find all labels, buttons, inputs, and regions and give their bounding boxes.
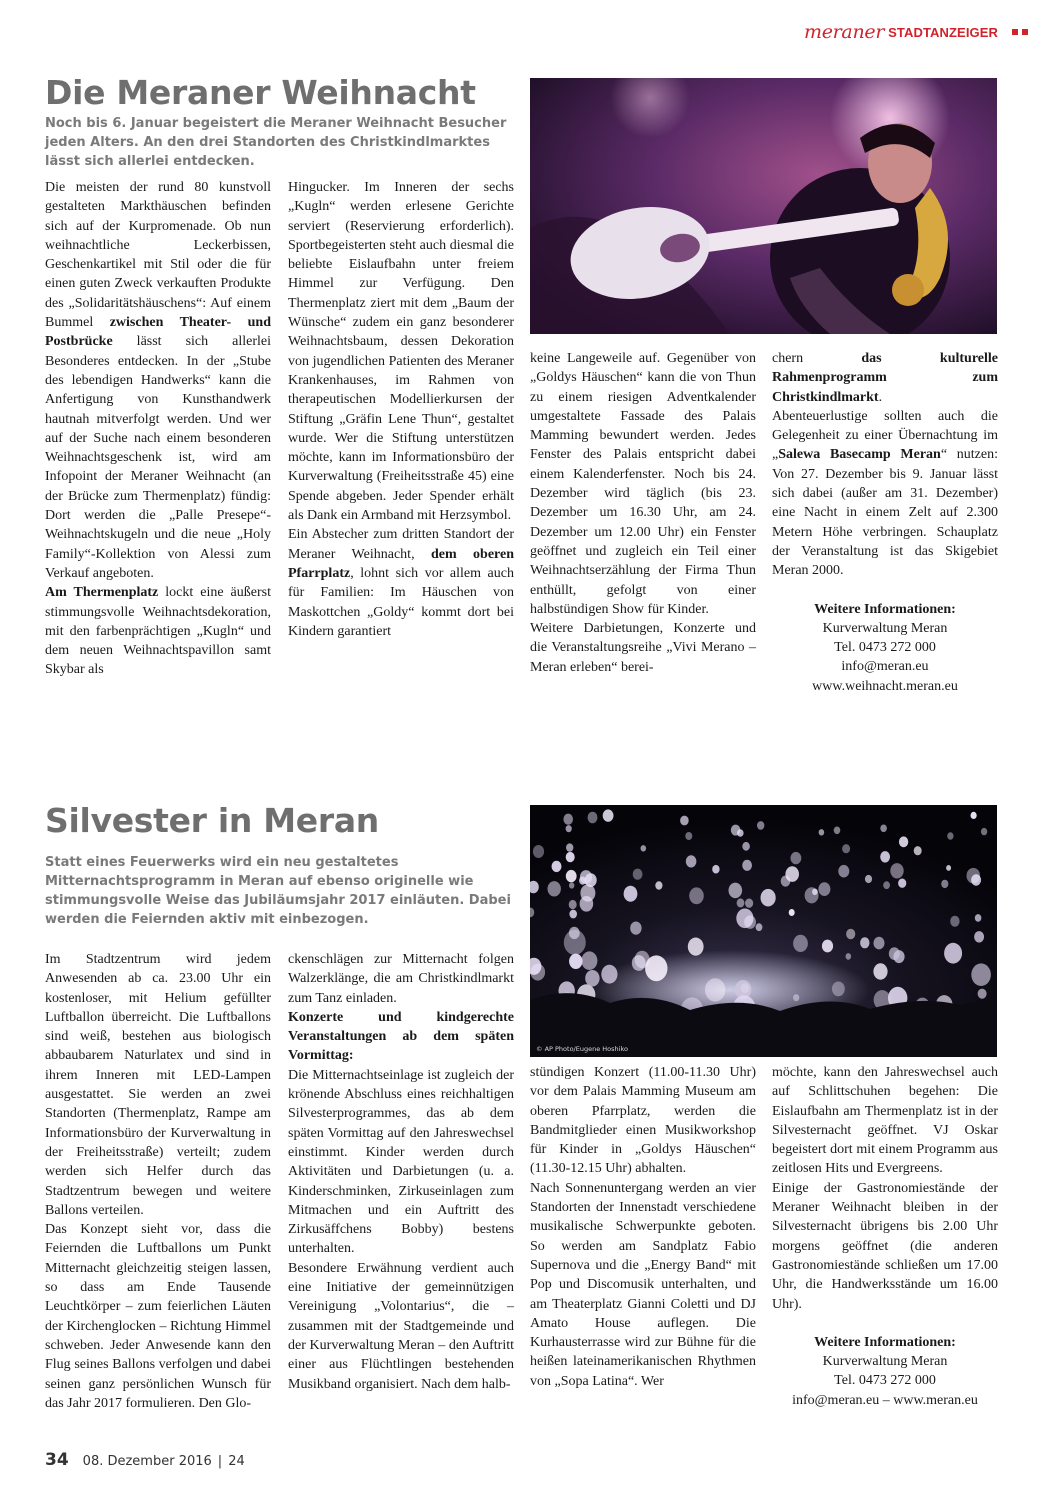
balloon [967,868,981,884]
text-run: “ nutzen: Von 27. Dezember bis 9. Januar lässt sich dabei (außer am 31. Dezember) eine Nacht in einem Zelt auf 2.300 Metern Höhe verbringen. Schauplatz der Veranstaltung ist das Skigebiet Meran 2000. [772,447,999,579]
masthead-logo: meraner [803,21,885,43]
balloon [791,852,802,864]
balloon [729,883,743,899]
balloon [601,965,617,984]
article1-paragraph [288,525,514,641]
article1-paragraph [772,349,998,407]
text-run: lockt eine äußerst stimmungsvolle Weihnachtsdekoration, mit den farbenprächtigen „Kugln“ und dem neuen Weihnachtspavillon samt Skybar als [45,585,271,678]
balloon [838,865,849,878]
photo-credit: © AP Photo/Eugene Hoshiko [536,1045,628,1053]
balloon [566,843,573,851]
article1-title: Die Meraner Weihnacht [45,73,476,112]
article2-column-2 [288,950,514,1394]
balloon [981,828,987,835]
balloon [822,940,833,953]
article2-paragraph: Einige der Gastronomiestände der Meraner Weihnacht bleiben in der Silvesternacht übrigens bis 2.00 Uhr morgens geöffnet (die anderen Gastronomiestände schließen um 17.00 Uhr, die Handwerksstände um 16.00 Uhr). [772,1180,998,1312]
text-run: , lohnt sich vor allem auch für Familien: Im Häuschen von Maskottchen „Goldy“ kommt dort bei Kindern garantiert [288,565,514,639]
balloon [680,816,689,826]
article2-paragraph: ckenschlägen zur Mitternacht folgen Walzerklänge, die am Christkindlmarkt zum Tanz einladen. [288,952,514,1006]
balloon [686,855,697,867]
balloon [588,812,598,824]
masthead-square-icon [1022,29,1028,35]
balloon [566,852,575,862]
info-email: info@meran.eu [841,659,929,675]
balloon [756,923,763,931]
balloon [531,964,546,981]
balloon [585,970,599,987]
text-emphasis: das kulturelle Rahmenprogramm zum Christkindlmarkt [772,351,998,405]
balloon [889,947,900,960]
balloon [731,825,741,836]
issue-date: 08. Dezember 2016 [82,1454,212,1469]
balloon [946,865,951,871]
balloon [548,881,561,896]
balloon [564,930,586,955]
balloon [742,842,750,851]
balloon [603,809,614,821]
article2-column-1 [45,950,271,1413]
article1-column-4 [772,349,998,696]
text-run: Abenteuerlustige sollten auch die Gelegenheit zu einer Übernachtung im „ [772,408,998,463]
balloon [624,886,638,902]
balloon [978,989,987,999]
balloon [793,935,808,952]
balloon [580,870,592,884]
balloon [846,929,855,940]
article1-paragraph: keine Langeweile auf. Gegenüber von „Goldys Häuschen“ kann die von Thun zu einem riesigen Adventkalender umgestaltete Fassade des Palais Mamming bewundert werden. Jedes Fenster des Palais entspricht dabei einem Kalenderfenster. Noch bis 24. Dezember wird täglich (bis 23. Dezember um 16.30 Uhr, am 24. Dezember um 12.00 Uhr) ein Fenster geöffnet und zugleich ein Teil einer Weihnachtserzählung der Firma Thun enthüllt, gefolgt von einer halbstündigen Show für Kinder. [530,351,756,617]
article2-lead: Statt eines Feuerwerks wird ein neu gestaltetes Mitternachtsprogramm in Meran auf ebenso originelle wie stimmungsvolle Weise das Jubiläumsjahr 2017 einläuten. Dabei werden die Feiernden aktiv mit einbezogen. [45,855,511,927]
info-organization: Kurverwaltung Meran [822,1354,948,1370]
balloon [914,846,922,855]
balloon [974,931,984,942]
info-heading: Weitere Informationen: [814,1334,956,1350]
balloon [689,887,704,904]
text-emphasis: Am Thermenplatz [45,585,159,601]
article2-subheading [288,1008,514,1066]
article2-paragraph: Im Stadtzentrum wird jedem Anwesenden ab ca. 23.00 Uhr ein kostenloser, mit Helium gefüllter Luftballon überreicht. Die Luftballons sind weiß, bestehen aus biologisch abbaubarem Naturlatex und sind in ihrem Inneren mit LED-Lampen ausgestattet. Sie werden an zwei Standorten (Thermenplatz, Rampe am Informationsbüro der Kurverwaltung in der Freiheitsstraße) verteilt; zudem werden sich Helfer durch das Stadtzentrum bewegen und weitere Ballons verteilen. [45,952,271,1218]
info-phone: Tel. 0473 272 000 [834,1373,936,1389]
concert-photo [530,78,997,334]
balloon [818,882,830,896]
balloon [880,851,890,862]
masthead-square-icon [1012,29,1018,35]
balloon [860,937,869,948]
balloon [569,900,577,909]
balloon [793,994,799,1001]
balloon [971,812,977,819]
balloon [898,879,906,888]
balloon [552,861,562,872]
balloon [744,915,756,928]
article1-lead: Noch bis 6. Januar begeistert die Meraner Weihnacht Besucher jeden Alters. An den drei Standorten des Christkindlmarktes lässt sich allerlei entdecken. [45,116,507,169]
balloon [761,889,776,907]
balloon [655,881,662,889]
balloon [566,825,572,832]
article1-column-1 [45,178,271,680]
masthead-squares [1012,29,1028,35]
article2-column-3 [530,1063,756,1391]
balloon [685,832,692,840]
text-run: Ein Abstecher zum dritten Standort der Meraner Weihnacht, [288,527,514,562]
balloon [865,875,872,883]
balloon [880,825,887,833]
article2-paragraph: Nach Sonnenuntergang werden an vier Standorten der Innenstadt verschiedene musikalische Schwerpunkte geboten. So werden am Sandplatz Fabio Supernova und die „Energy Band“ mit Pop und Discomusik unterhalten, und am Theaterplatz Gianni Coletti und DJ Amato House auflegen. Die Kurhausterrasse wird zur Bühne für die heißen lateinamerikanischen Rhythmen von „Sopa Latina“. Wer [530,1180,756,1389]
balloon [741,983,750,993]
balloon [712,865,719,874]
balloon [785,866,799,882]
text-emphasis: zwischen Theater- und Postbrücke [45,315,271,350]
article1-info-box [772,600,998,696]
balloon [566,870,577,882]
balloon [950,916,959,927]
balloon [832,982,845,997]
text-emphasis: Salewa Basecamp Meran [778,447,941,463]
issue-number: 24 [228,1454,245,1469]
balloon [812,889,818,895]
article1-paragraph [45,178,271,583]
balloon [819,829,825,835]
page-footer [45,1450,245,1470]
balloon [899,836,908,847]
article1-column-2 [288,178,514,641]
article2-column-4 [772,1063,998,1410]
balloons-photo-graphic [530,805,997,1057]
info-phone: Tel. 0473 272 000 [834,640,936,656]
article2-paragraph: stündigen Konzert (11.00-11.30 Uhr) vor dem Palais Mamming Museum am oberen Pfarrplatz, werden die Bandmitglieder einen Musikworkshop für Kinder in „Goldys Häuschen“ (11.30-12.15 Uhr) abhalten. [530,1065,756,1177]
balloon [533,845,544,858]
balloon [975,914,982,922]
balloon [641,845,647,851]
balloon [688,938,704,956]
balloon [874,937,885,950]
text-run: chern [772,351,862,366]
article2-paragraph: Das Konzept sieht vor, dass die Feiernden die Luftballons um Punkt Mitternacht gleichzeitig steigen lassen, so dass am Ende Tausende Leuchtkörper – zum feierlichen Läuten der Kirchenglocken – Richtung Himmel schweben. Jeder Anwesende kann den Flug seines Ballons verfolgen und dabei seinen ganz persönlichen Wunsch für das Jahr 2017 formulieren. Den Glo- [45,1222,271,1411]
footer-separator: | [217,1454,223,1469]
info-website: www.weihnacht.meran.eu [812,678,958,694]
balloon [563,814,573,825]
text-run: Die meisten der rund 80 kunstvoll gestalteten Markthäuschen befinden sich auf der Kurpromenade. Ob nun weihnachtliche Leckerbissen, Geschenkartikel mit Stil oder die für einen guten Zweck verkauften Produkte des „Solidaritätshäuschens“: Auf einem Bummel [45,180,271,331]
article1-column-3 [530,349,756,677]
balloon [635,951,650,968]
balloon [630,922,641,935]
balloon [745,899,753,908]
balloon [944,943,962,964]
balloon [737,898,745,907]
text-emphasis: dem oberen Pfarrplatz [288,546,514,581]
balloon [789,909,795,916]
article2-paragraph: möchte, kann den Jahreswechsel auch auf Schlittschuhen begehen: Die Eislaufbahn am Thermenplatz ist in der Silvesternacht geöffnet. VJ Oskar begeistert dort mit einem Programm aus zeitlosen Hits und Evergreens. [772,1065,998,1177]
balloon [883,881,890,889]
article1-paragraph: Weitere Darbietungen, Konzerte und die Veranstaltungsreihe „Vivi Merano – Meran erleben“ berei- [530,621,756,675]
text-run: lässt sich allerlei Besonderes entdecken. In der „Stube des lebendigen Handwerks“ kann die Anfertigung von Kunsthandwerk hautnah mitverfolgt werden. Und wer auf der Suche nach einem besonderen Weihnachtsgeschenk ist, wird am Infopoint der Meraner Weihnacht (an der Brücke zum Thermenplatz) fündig: Dort werden die „Palle Presepe“-Weihnachtskugeln und die neue „Holy Family“-Kollektion von Alessi zum Verkauf angeboten. [45,334,271,581]
balloon [581,951,597,970]
info-heading: Weitere Informationen: [814,601,956,617]
balloon [971,963,991,986]
article1-paragraph [772,407,998,581]
masthead [804,20,1028,44]
balloon [757,821,764,830]
balloon [842,844,850,853]
balloon [705,978,725,1001]
balloon [633,869,643,880]
article2-paragraph: Besondere Erwähnung verdient auch eine Initiative der gemeinnützigen Vereinigung „Volontarius“, die – zusammen mit der Stadtgemeinde und der Kurverwaltung Meran – den Auftritt einer aus Flüchtlingen bestehenden Musikband organisiert. Nach dem halb- [288,1260,514,1392]
article2-info-box [772,1333,998,1410]
concert-photo-graphic [530,78,997,334]
text-run: . [878,389,883,405]
balloon [742,860,752,871]
info-contact: info@meran.eu – www.meran.eu [792,1392,978,1408]
masthead-name: STADTANZEIGER [888,24,998,40]
balloons-photo [530,805,997,1057]
balloon [873,963,887,979]
article1-paragraph [45,583,271,679]
balloon [846,953,852,960]
balloon [834,827,841,835]
subheading-text: Konzerte und kindgerechte Veranstaltungen ab dem späten Vormittag: [288,1009,514,1064]
balloon [569,910,577,919]
page-number: 34 [45,1450,69,1470]
article1-paragraph: Hingucker. Im Inneren der sechs „Kugln“ werden erlesene Gerichte serviert (Reservierung erforderlich). Sportbegeisterten steht auch diesmal die beliebte Eislaufbahn unter freiem Himmel zur Verfügung. Den Thermenplatz ziert mit dem „Baum der Wünsche“ zudem ein ganz besonderer Weihnachtsbaum, dessen Dekoration von jugendlichen Patienten des Meraner Krankenhauses, im Rahmen von therapeutischen Modellierkursen der Stiftung „Gräfin Lene Thun“, gestaltet wurde. Wer die Stiftung unterstützen möchte, kann im Informationsbüro der Kurverwaltung (Freiheitsstraße 45) eine Spende abgeben. Jeder Spender erhält als Dank ein Armband mit Herzsymbol. [288,180,514,524]
balloon [941,880,948,888]
balloon [569,882,574,888]
balloon [947,832,953,839]
article2-paragraph: Die Mitternachtseinlage ist zugleich der krönende Abschluss eines reichhaltigen Silvesterprogrammes, das ab dem späten Vormittag auf den Jahreswechsel einstimmt. Kinder werden durch Aktivitäten und Darbietungen (u. a. Kinderschminken, Zirkuseinlagen zum Mitmachen und ein Auftritt des Zirkusäffchens Bobby) bestens unterhalten. [288,1067,514,1257]
info-organization: Kurverwaltung Meran [822,620,948,636]
balloon [890,863,903,878]
balloon [580,884,595,901]
article2-title: Silvester in Meran [45,801,379,840]
balloon [569,954,582,969]
